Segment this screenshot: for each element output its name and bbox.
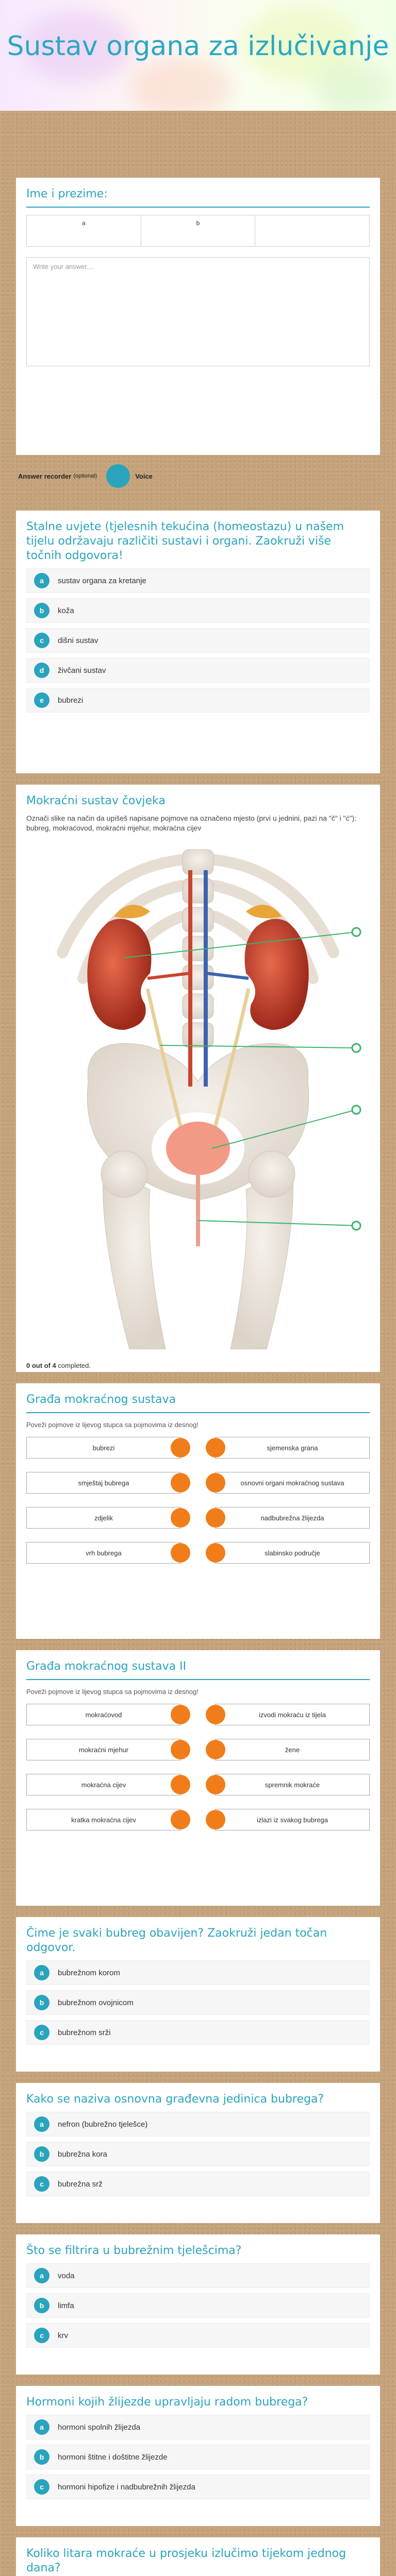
option-letter-badge: b — [34, 2146, 50, 2162]
match-item-label: nadbubrežna žlijezda — [260, 1514, 324, 1522]
answer-option[interactable] — [26, 2263, 370, 2288]
option-letter-badge: e — [34, 692, 50, 708]
left-match-item[interactable] — [26, 1507, 181, 1529]
options-list — [26, 568, 370, 713]
option-letter-badge: b — [34, 2449, 50, 2465]
option-letter-badge: c — [34, 633, 50, 648]
match-item-label: bubrezi — [92, 1444, 115, 1452]
divider — [26, 1412, 370, 1413]
question-title: Hormoni kojih žlijezde upravljaju radom bubrega? — [26, 2396, 308, 2409]
match-item-label: zdjelik — [94, 1514, 113, 1522]
options-list — [26, 1960, 370, 2045]
match-item-label: spremnik mokraće — [265, 1781, 320, 1789]
connector-handle[interactable] — [171, 1438, 190, 1458]
option-letter-badge: a — [34, 1965, 50, 1980]
answer-option[interactable] — [26, 2293, 370, 2318]
question-title: Građa mokraćnog sustava — [26, 1393, 176, 1406]
match-item-label: mokraćni mjehur — [78, 1745, 129, 1754]
option-letter-badge: c — [34, 2025, 50, 2040]
match-item-label: žene — [285, 1745, 300, 1754]
match-item-label: sjemenska grana — [267, 1444, 318, 1452]
recorder-voice-label: Voice — [135, 472, 153, 480]
question-card-1 — [16, 511, 380, 773]
option-label: bubrežnom korom — [58, 1968, 120, 1977]
option-label: bubrežna kora — [58, 2149, 107, 2159]
right-match-item[interactable] — [215, 1542, 370, 1564]
answer-option[interactable] — [26, 1960, 370, 1985]
connector-handle[interactable] — [206, 1810, 225, 1829]
option-label: bubrežna srž — [58, 2179, 103, 2189]
option-label: voda — [58, 2271, 75, 2280]
option-letter-badge: a — [34, 2419, 50, 2435]
match-item-label: osnovni organi mokraćnog sustava — [240, 1479, 344, 1487]
page-header — [0, 0, 396, 111]
recorder-label: Answer recorder — [18, 472, 72, 480]
divider — [26, 1679, 370, 1680]
urinary-system-diagram — [26, 839, 370, 1365]
option-letter-badge: a — [34, 573, 50, 588]
option-label: bubrežnom srži — [58, 2028, 111, 2037]
right-column — [215, 1437, 370, 1577]
option-label: koža — [58, 606, 74, 615]
question-title: Što se filtrira u bubrežnim tjelešcima? — [26, 2244, 242, 2257]
answer-option[interactable] — [26, 2415, 370, 2439]
option-label: dišni sustav — [58, 636, 98, 645]
option-letter-badge: c — [34, 2328, 50, 2343]
connector-handle[interactable] — [171, 1740, 190, 1759]
option-letter-badge: c — [34, 2176, 50, 2192]
connector-handle[interactable] — [171, 1810, 190, 1829]
option-label: živčani sustav — [58, 666, 106, 675]
name-slot-c[interactable] — [255, 215, 369, 246]
question-title: Mokraćni sustav čovjeka — [26, 794, 166, 807]
right-match-item[interactable] — [215, 1437, 370, 1459]
option-label: bubrežnom ovojnicom — [58, 1998, 134, 2007]
left-match-item[interactable] — [26, 1542, 181, 1564]
name-card — [16, 178, 380, 455]
name-heading: Ime i prezime: — [26, 188, 108, 200]
option-letter-badge: b — [34, 603, 50, 618]
progress-suffix: completed. — [58, 1362, 91, 1369]
option-label: bubrezi — [58, 696, 84, 705]
option-label: krv — [58, 2331, 68, 2340]
right-match-item[interactable] — [215, 1739, 370, 1760]
options-list — [26, 2415, 370, 2499]
question-instruction: Poveži pojmove iz lijevog stupca sa pojmovima iz desnog! — [26, 1688, 199, 1696]
answer-option[interactable] — [26, 2142, 370, 2166]
answer-option[interactable] — [26, 1990, 370, 2015]
left-match-item[interactable] — [26, 1739, 181, 1760]
left-column — [26, 1437, 181, 1577]
recorder-optional: (optional) — [73, 473, 97, 479]
question-title: Kako se naziva osnovna građevna jedinica bubrega? — [26, 2093, 324, 2106]
option-label: hormoni hipofize i nadbubrežnih žlijezda — [58, 2482, 195, 2492]
left-match-item[interactable] — [26, 1809, 181, 1831]
name-slot-a[interactable]: a — [27, 215, 141, 246]
question-card-7 — [16, 2234, 380, 2375]
answer-option[interactable] — [26, 628, 370, 653]
left-column — [26, 1704, 181, 1844]
question-card-8 — [16, 2386, 380, 2526]
connector-handle[interactable] — [206, 1740, 225, 1759]
question-card-3 — [16, 1383, 380, 1639]
answer-option[interactable] — [26, 658, 370, 683]
match-item-label: kratka mokraćna cijev — [71, 1816, 136, 1824]
progress-count: 0 out of 4 — [26, 1362, 56, 1369]
option-letter-badge: a — [34, 2268, 50, 2283]
connector-handle[interactable] — [206, 1543, 225, 1563]
name-field[interactable] — [26, 215, 370, 247]
connector-handle[interactable] — [171, 1508, 190, 1528]
match-item-label: izvodi mokraću iz tijela — [258, 1710, 326, 1719]
option-label: nefron (bubrežno tjelešce) — [58, 2120, 148, 2129]
options-list — [26, 2112, 370, 2196]
option-letter-badge: c — [34, 2479, 50, 2495]
matching-pairs — [26, 1704, 370, 1844]
option-letter-badge: b — [34, 1995, 50, 2010]
connector-handle[interactable] — [171, 1775, 190, 1794]
answer-recorder — [18, 464, 380, 488]
answer-option[interactable] — [26, 2445, 370, 2469]
left-match-item[interactable] — [26, 1774, 181, 1795]
question-card-5 — [16, 1917, 380, 2072]
page-title: Sustav organa za izlučivanje — [7, 31, 389, 62]
option-letter-badge: d — [34, 663, 50, 678]
options-list — [26, 2263, 370, 2348]
option-label: hormoni štitne i doštitne žlijezde — [58, 2452, 168, 2462]
voice-toggle-button[interactable] — [106, 464, 130, 488]
connector-handle[interactable] — [206, 1705, 225, 1724]
match-item-label: vrh bubrega — [86, 1549, 122, 1557]
left-match-item[interactable] — [26, 1472, 181, 1494]
match-item-label: izlazi iz svakog bubrega — [256, 1816, 328, 1824]
name-slot-b[interactable]: b — [141, 215, 256, 246]
match-item-label: mokraćna cijev — [81, 1781, 126, 1789]
option-label: hormoni spolnih žlijezda — [58, 2422, 141, 2432]
answer-option[interactable] — [26, 2020, 370, 2045]
matching-pairs — [26, 1437, 370, 1577]
match-item-label: slabinsko područje — [265, 1549, 320, 1557]
connector-handle[interactable] — [206, 1438, 225, 1458]
match-item-label: smještaj bubrega — [78, 1479, 129, 1487]
right-match-item[interactable] — [215, 1774, 370, 1795]
connector-handle[interactable] — [171, 1473, 190, 1493]
left-match-item[interactable] — [26, 1704, 181, 1725]
question-card-9 — [16, 2537, 380, 2576]
option-label: sustav organa za kretanje — [58, 576, 146, 585]
answer-option[interactable] — [26, 598, 370, 623]
question-instruction: Poveži pojmove iz lijevog stupca sa pojmovima iz desnog! — [26, 1421, 199, 1429]
right-match-item[interactable] — [215, 1472, 370, 1494]
question-title: Građa mokraćnog sustava II — [26, 1660, 187, 1673]
question-title: Čime je svaki bubreg obavijen? Zaokruži jedan točan odgovor. — [26, 1927, 327, 1954]
answer-option[interactable] — [26, 2475, 370, 2499]
right-match-item[interactable] — [215, 1809, 370, 1831]
divider — [26, 207, 370, 208]
option-label: limfa — [58, 2301, 74, 2310]
connector-handle[interactable] — [206, 1775, 225, 1794]
answer-option[interactable] — [26, 2323, 370, 2348]
right-column — [215, 1704, 370, 1844]
connector-handle[interactable] — [171, 1543, 190, 1563]
left-match-item[interactable] — [26, 1437, 181, 1459]
answer-option[interactable] — [26, 568, 370, 593]
answer-option[interactable] — [26, 2172, 370, 2196]
question-card-4 — [16, 1650, 380, 1906]
right-match-item[interactable] — [215, 1507, 370, 1529]
connector-handle[interactable] — [206, 1473, 225, 1493]
connector-handle[interactable] — [171, 1705, 190, 1724]
question-title: Stalne uvjete (tjelesnih tekućina (homeostazu) u našem tijelu održavaju različiti sustavi i organi. Zaokruži više točnih odgovora! — [26, 520, 344, 562]
option-letter-badge: a — [34, 2116, 50, 2132]
question-card-2 — [16, 785, 380, 1372]
question-instruction: Označi slike na način da upišeš napisane pojmove na označeno mjesto (prvi u jednini, pazi na "č" i "ć"): bubreg, mokraćovod, mokraćni mjehur, mokraćna cijev — [26, 814, 357, 832]
question-card-6 — [16, 2083, 380, 2223]
question-title: Koliko litara mokraće u prosjeku izlučimo tijekom jednog dana? — [26, 2547, 346, 2574]
right-match-item[interactable] — [215, 1704, 370, 1725]
urinary-system-illustration — [26, 839, 370, 1349]
connector-handle[interactable] — [206, 1508, 225, 1528]
answer-option[interactable] — [26, 2112, 370, 2137]
answer-option[interactable] — [26, 688, 370, 713]
match-item-label: mokraćovod — [85, 1710, 122, 1719]
option-letter-badge: b — [34, 2298, 50, 2313]
answer-textarea[interactable]: Write your answer.... — [26, 257, 370, 366]
worksheet-content — [16, 178, 380, 2576]
